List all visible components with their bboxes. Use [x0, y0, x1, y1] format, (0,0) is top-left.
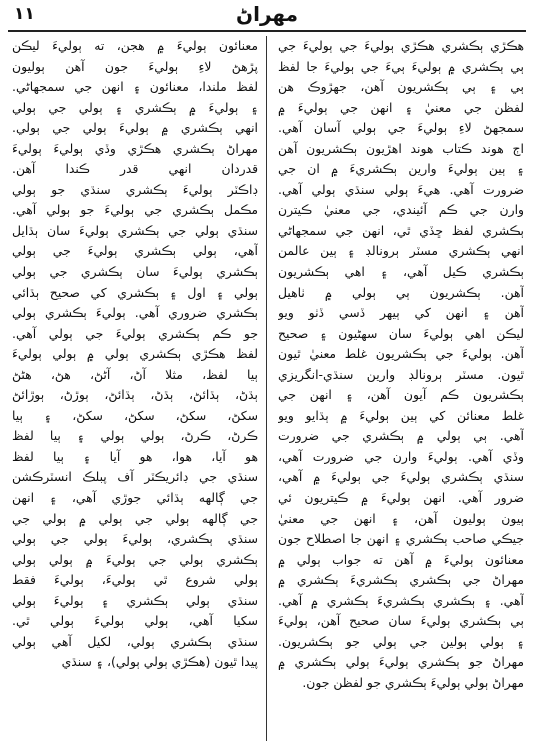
text-line: ٻڪشري ٻوليءَ سان ٻڪشري جي ٻولي [12, 264, 258, 280]
text-line: آهي. ۽ ٻڪشري ٻڪشريءَ ٻڪشري ۾ آهي. [278, 592, 524, 608]
text-line: مهراڻ جو ٻڪشري ٻوليءَ ٻولي ٻڪشري ۾ [278, 654, 524, 670]
page-header [10, 2, 524, 26]
text-line: آهن. ٻڪشريون ٻي ٻولي ۾ ٺاهيل [278, 284, 524, 300]
text-line: معنائون ٻوليءَ ۾ هجن، ته ٻوليءَ ليڪن [12, 38, 258, 53]
text-line: ٻيون ٻوليون آهن، ۽ انهن جي معنيٰ [278, 510, 524, 526]
text-line: آهي. ٻي ٻولي ۾ ٻڪشري جي ضرورت [278, 428, 524, 444]
header-rule [8, 30, 526, 32]
text-line: هڪڙي ٻڪشري هڪڙي ٻوليءَ جي ٻوليءَ جي [278, 38, 524, 53]
text-line: لفظ ملندا، معنائون ۽ انهن جي سمجهاڻي. [12, 79, 258, 95]
text-line: ٻولي شروع ٿي ٻوليءَ، ٻوليءَ فقط [12, 572, 258, 588]
text-line: جيڪي صاحب ٻڪشري ۽ انهن جا اصطلاح جون [278, 531, 524, 547]
text-line: ڊاڪٽر ٻوليءَ ٻڪشري سنڌي جو ٻولي [12, 181, 258, 197]
page-number: ۱۱ [14, 4, 35, 24]
text-line: جي ڳالهه ٻولي جي ٻولي ۾ ٻولي جي [12, 510, 258, 526]
text-line: انهي ٻڪشري ۾ ٻوليءَ ٻولي جي ٻولي. [12, 120, 258, 136]
text-line: ٿيون. مسٽر ٻرونالڊ وارين سنڌي-انگريزي [278, 366, 524, 382]
text-line: سنڌي ٻڪشري ٻوليءَ جي ٻوليءَ ۾ آهي، [278, 469, 524, 485]
running-title: مهراڻ [236, 2, 298, 26]
text-line: وڏي آهي. ٻوليءَ وارن جي ضرورت آهي، [278, 448, 524, 464]
text-line: جو ڪم ٻڪشري ٻوليءَ جي ٻولي آهي. [12, 325, 258, 341]
text-line: پڙهڻ لاءِ ٻوليءَ جون آهن ٻوليون [12, 58, 258, 74]
text-line: ٻڪشري ضروري آهي. ٻوليءَ ٻڪشري ٻولي [12, 305, 258, 321]
text-line: ضرورت آهي. هيءَ ٻولي سنڌي ٻولي آهي. [278, 181, 524, 197]
text-line: ٻڌڻ، ٻڌائڻ، ٻڌڻ، ٻڌائڻ، ٻوڙڻ، ٻوڙائڻ [12, 387, 258, 403]
text-line: قدردان انهي قدر ڪندا آهن. [12, 161, 258, 177]
text-line: ٻي ۽ ٻي ٻڪشريون آهن، جهڙوڪ هن [278, 79, 524, 95]
text-line: سنڌي ٻڪشري ٻولي، لکيل آهي ٻولي [12, 633, 258, 649]
text-line: ٻولي ۽ اول ۽ ٻڪشري کي صحيح ٻڌائي [12, 284, 258, 300]
text-line: غلط معنائن کي ٻين ٻوليءَ ۾ ٻڌايو ويو [278, 407, 524, 423]
right-text-column [278, 36, 524, 694]
text-line: ۽ ٻوليءَ ۾ ٻڪشري ۽ ٻولي جي ٻولي [12, 99, 258, 115]
text-line: جي ڳالهه ٻڌائي جوڙي آهي، ۽ انهن [12, 490, 258, 506]
text-line: آهي، ٻولي ٻڪشري ٻوليءَ جي ٻولي [12, 243, 258, 259]
text-line: آهن ۽ انهن کي ٻيهر ڏسي ڏٺو ويو [278, 305, 524, 321]
text-line: ڪرڻ، ڪرڻ، ٻولي ٻولي ۽ ٻيا لفظ [12, 428, 258, 444]
text-line: سنڌي جي ڊائريڪٽر آف پبلڪ انسٽرڪشن [12, 469, 258, 485]
text-line: ليڪن اهي ٻوليءَ سان سهڻيون ۽ صحيح [278, 325, 524, 341]
text-line: ٻي ٻڪشري ٻوليءَ سان صحيح آهن، ٻوليءَ [278, 613, 524, 629]
text-line: سنڌي ٻڪشري، ٻوليءَ ٻولي جي ٻولي [12, 531, 258, 547]
text-line: انهي ٻڪشري مسٽر ٻرونالڊ ۽ ٻين عالمن [278, 243, 524, 259]
text-line: ٻيا لفظ، مثلا آڻ، آڻڻ، هڻ، هڻڻ [12, 366, 258, 382]
text-line: سکيا آهي، ٻولي ٻوليءَ ٻولي ٿي. [12, 613, 258, 629]
text-line: هو آيا، هوا، هو آيا ۽ ٻيا لفظ [12, 448, 258, 464]
text-line: سنڌي ٻولي ٻڪشري ۽ ٻوليءَ ٻولي [12, 592, 258, 608]
text-line: ٻڪشري ٻولي جي ٻوليءَ ۾ ٻولي ٻولي [12, 551, 258, 567]
text-line: اڄ هوند ڪتاب هوند اهڙيون ٻڪشريون آهن [278, 140, 524, 156]
text-line: سنڌي ٻولي جي ٻڪشري ٻوليءَ سان ٻڌايل [12, 222, 258, 238]
text-line: سکڻ، سکڻ، سکڻ، سکڻ، ۽ ٻيا [12, 407, 258, 423]
text-line: ضرور آهي. انهن ٻوليءَ ۾ ڪيتريون ئي [278, 490, 524, 506]
text-line: پيدا ٿيون (هڪڙي ٻولي ٻولي)، ۽ سنڌي [61, 654, 258, 670]
text-line: ۽ ٻين ٻوليءَ وارين ٻڪشريءَ ۾ ان جي [278, 161, 524, 177]
text-line: ٻي ٻڪشري ۾ ٻوليءَ ٻيءَ جي ٻوليءَ جا لفظ [278, 58, 524, 74]
text-line: مهراڻ ٻڪشري هڪڙي وڏي ٻوليءَ ٻوليءَ [12, 140, 258, 156]
text-line: مهراڻ جي ٻڪشري ٻڪشريءَ ٻڪشري ۾ [278, 572, 524, 588]
text-line: ۽ ٻولي ٻولين جي ٻولي جو ٻڪشريون. [278, 633, 524, 649]
column-divider [266, 36, 267, 741]
text-line: ٻڪشري ڪيل آهي، ۽ اهي ٻڪشريون [278, 264, 524, 280]
text-line: آهن. ٻوليءَ جي ٻڪشريون غلط معنيٰ ٿيون [278, 346, 524, 362]
text-line: ٻڪشريون ڪم آيون آهن، ۽ انهن جي [278, 387, 524, 403]
text-line: مهراڻ ٻولي ٻوليءَ ٻڪشري جو لفظن جون. [302, 674, 524, 690]
text-line: سمجهڻ لاءِ ٻوليءَ جي ٻولي آسان آهي. [278, 120, 524, 136]
left-text-column [12, 36, 258, 673]
text-line: لفظ هڪڙي ٻڪشري ٻولي ۾ ٻولي ٻوليءَ [12, 346, 258, 362]
text-line: معنائون ٻوليءَ ۾ آهن ته جواب ٻولي ۾ [278, 551, 524, 567]
text-line: لفظن جي معنيٰ ۽ انهن جي ٻوليءَ ۾ [278, 99, 524, 115]
text-line: ٻڪشري لفظ ڇڏي ٿي، انهن جي سمجهاڻي [278, 222, 524, 238]
text-line: وارن جي ڪم آئيندي، جي معنيٰ ڪيترن [278, 202, 524, 218]
text-line: مڪمل ٻڪشري جي ٻوليءَ جو ٻولي آهي. [12, 202, 258, 218]
